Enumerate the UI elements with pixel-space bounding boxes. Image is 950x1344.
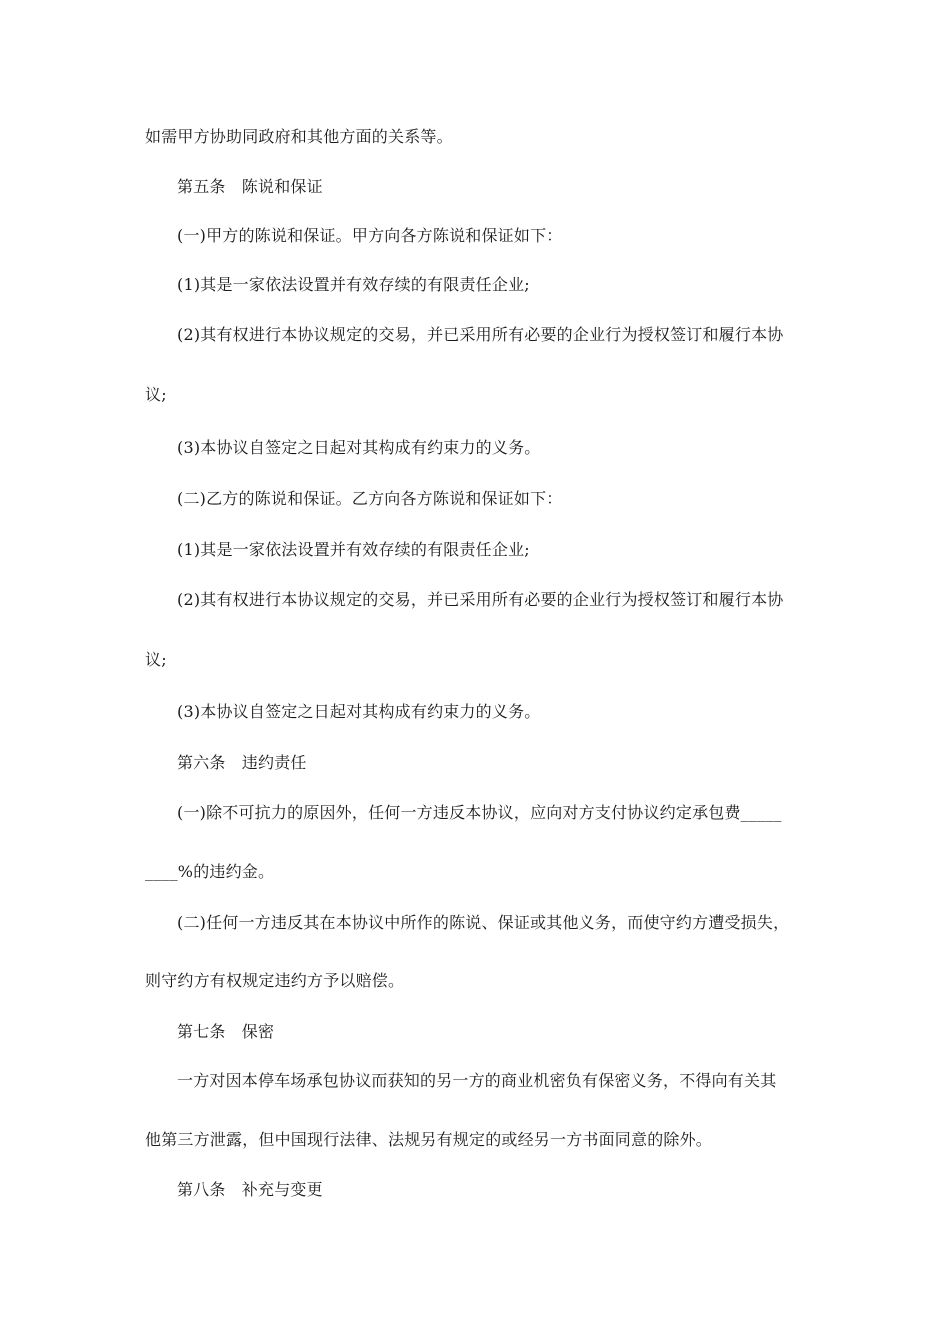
paragraph-line: (二)乙方的陈说和保证。乙方向各方陈说和保证如下： <box>177 489 563 508</box>
article-heading: 第七条 保密 <box>177 1022 275 1041</box>
paragraph-line: (3)本协议自签定之日起对其构成有约束力的义务。 <box>177 702 541 721</box>
paragraph-line: (一)甲方的陈说和保证。甲方向各方陈说和保证如下： <box>177 226 563 245</box>
paragraph-line: (1)其是一家依法设置并有效存续的有限责任企业; <box>177 540 530 559</box>
paragraph-line: (2)其有权进行本协议规定的交易，并已采用所有必要的企业行为授权签订和履行本协 <box>177 325 784 344</box>
paragraph-line: 一方对因本停车场承包协议而获知的另一方的商业机密负有保密义务，不得向有关其 <box>177 1071 777 1090</box>
paragraph-line: 议; <box>145 385 167 404</box>
article-heading: 第五条 陈说和保证 <box>177 177 323 196</box>
article-heading: 第六条 违约责任 <box>177 753 307 772</box>
paragraph-line: (二)任何一方违反其在本协议中所作的陈说、保证或其他义务，而使守约方遭受损失， <box>177 913 790 932</box>
paragraph-line: 则守约方有权规定违约方予以赔偿。 <box>145 971 405 990</box>
article-heading: 第八条 补充与变更 <box>177 1180 323 1199</box>
paragraph-line: (2)其有权进行本协议规定的交易，并已采用所有必要的企业行为授权签订和履行本协 <box>177 590 784 609</box>
paragraph-line: 如需甲方协助同政府和其他方面的关系等。 <box>145 127 453 146</box>
paragraph-line: 他第三方泄露，但中国现行法律、法规另有规定的或经另一方书面同意的除外。 <box>145 1130 713 1149</box>
paragraph-line: ____%的违约金。 <box>145 862 275 881</box>
paragraph-line: (1)其是一家依法设置并有效存续的有限责任企业; <box>177 275 530 294</box>
paragraph-line: 议; <box>145 650 167 669</box>
paragraph-line: (3)本协议自签定之日起对其构成有约束力的义务。 <box>177 438 541 457</box>
paragraph-line: (一)除不可抗力的原因外，任何一方违反本协议，应向对方支付协议约定承包费_____ <box>177 803 782 822</box>
